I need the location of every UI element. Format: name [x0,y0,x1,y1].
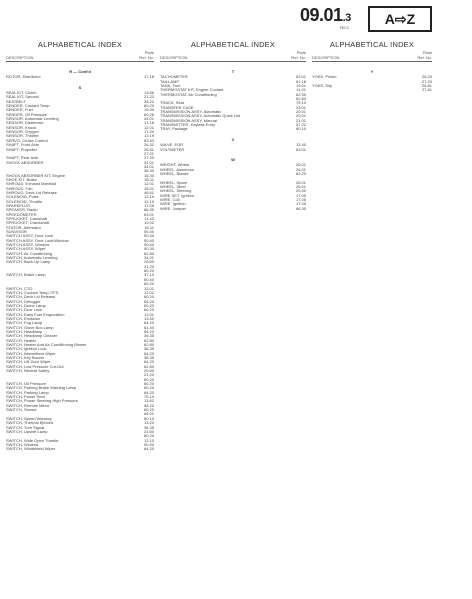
entry-description: THERMOSTAT KIT, Engine Coolant [160,88,224,93]
entry-ref: 17.18 [143,121,154,126]
entry-description: SWITCH ASSY, Door Lock/Window [6,238,69,243]
section-letter: Y [370,69,374,75]
entry-description: SWITCH, CTO [6,286,33,291]
column-header [312,51,432,62]
entry-ref: 60.20 [143,282,154,287]
entry-description: SWITCH, Brake Lamp [6,273,46,278]
entry-ref: 66.30 [143,208,154,213]
entry-description: THERMOSTAT, Air Conditioning [160,92,217,97]
index-rows [160,64,306,211]
entry-ref: 62.80 [143,342,154,347]
entry-ref: 34.01 [143,164,154,169]
entry-ref: 34.01 [143,117,154,122]
entry-description: SWITCH, Key Buzzer [6,356,45,360]
entry-ref: 75.10 [295,101,306,106]
entry-ref: 60.20 [143,382,154,387]
entry-ref: 15.30 [143,173,154,178]
entry-ref: 13.62 [143,399,154,404]
entry-ref: 26.81 [421,84,432,89]
entry-ref: 63.01 [143,212,154,217]
entry-ref: 62.83 [295,97,306,102]
entry-description: WEIGHT, Wheel [160,163,190,168]
entry-description: WHEEL, Aluminum [160,167,195,172]
entry-description: WIRE, Coil [160,197,180,202]
entry-description: YOKE, Pinion [312,75,337,80]
entry-description: STATOR, Alternator [6,225,41,230]
entry-description: TACHOMETER [160,75,188,80]
entry-description: YOKE, Slip [312,84,333,89]
entry-ref: 64.20 [143,447,154,452]
entry-ref: 11.43 [144,217,154,221]
entry-ref: 35.22 [143,99,154,104]
entry-description: SWITCH, Intermittent Wiper [6,351,56,356]
entry-description: TRACK, Seat [160,101,185,106]
entry-description: TRANSMISSION ASSY, Manual [160,118,217,123]
entry-ref: 62.80 [143,251,154,256]
entry-description: SWITCH, Remote Mirror [6,403,50,408]
entry-ref: 61.18 [295,79,306,84]
entry-ref: 26.01 [295,184,306,189]
entry-description: SWITCH, Low Pressure Cut-Out [6,364,64,369]
entry-description: SWITCH, Neutral Safety [6,369,50,374]
page-ref: FIG. 3 [340,25,349,30]
entry-description: SWITCH, Air Conditioning [6,251,53,256]
entry-ref: 26.81 [143,147,154,152]
entry-ref: 10.02 [143,221,154,226]
entry-ref: 27.01 [143,151,154,156]
entry-description: SWITCH ASSY, Wiper [6,247,46,252]
entry-description: ROTOR, Distributor [6,75,41,80]
column-title: ALPHABETICAL INDEX [329,40,415,49]
entry-ref: 58.20 [143,403,154,408]
description-header: DESCRIPTION [312,54,340,60]
entry-description: SPROCKET, Camshaft [6,217,47,221]
entry-description: TRANSMISSION ASSY, Automatic [160,110,222,115]
entry-description: SPEEDOMETER [6,212,37,217]
entry-description: SOLENOID, Throttle [6,199,43,204]
entry-description: WIRE SET, Ignition [160,193,195,198]
entry-ref: 64.20 [143,360,154,365]
entry-description: SWITCH, Emission [6,316,41,321]
index-rows [6,64,154,452]
entry-ref: 20.01 [295,114,306,119]
entry-description: SHOCK ABSORBER KIT, Engine [6,173,65,178]
entry-description: SWITCH, Speed Warning [6,416,52,421]
entry-ref: 60.20 [143,269,154,274]
entry-description: SWITCH, Parking Lamp [6,390,49,395]
entry-description: SWITCH, Defogger [6,299,41,304]
entry-description: SWITCH, Window [6,442,39,447]
entry-ref: 17.05 [295,193,306,198]
entry-description: SENSOR, Throttle [6,134,39,139]
entry-ref: 11.01 [296,88,306,93]
entry-description: SWITCH ASSY, Door Lock [6,234,54,239]
entry-ref: 62.20 [295,171,306,176]
entry-description: SWITCH, Sensor [6,408,37,413]
entry-ref: 50.40 [143,243,154,248]
entry-description: SWITCH, Lift Door Wiper [6,360,51,365]
entry-ref: 60.20 [143,386,154,391]
entry-description: SENSOR, Oxygen [6,130,39,135]
column-header [160,51,306,62]
entry-description: TRAY, Package [160,127,188,132]
entry-description: SHOCK ABSORBER [6,160,44,165]
entry-description: WIRE, Ignition [160,202,186,207]
entry-description: SHROUD, Deck Lid Release [6,190,57,195]
entry-ref: 64.20 [143,321,154,326]
entry-description: SWITCH, Deck Lid Release [6,295,56,300]
entry-ref: 36.35 [143,356,154,360]
entry-description: SWITCH, Automatic Leveling [6,256,58,261]
entry-description: WHEEL, Steering [160,189,192,194]
entry-description: SENDER, Oil Pressure [6,112,47,117]
entry-description: SENSOR, Distributor [6,121,44,126]
entry-ref: 60.20 [143,303,154,308]
entry-description: SERVO, Cruise Control [6,138,48,143]
index-entry [160,127,306,131]
entry-description: SEATBELT [6,99,26,104]
entry-description: SWITCH, Thermal Ejected [6,421,54,426]
entry-ref: 13.40 [143,316,154,321]
description-header: DESCRIPTION [6,54,34,60]
page-number-sub2: 3 [345,12,351,24]
entry-description: SEAL KIT, Clutch [6,91,37,96]
entry-ref: 59.40 [143,230,154,235]
entry-ref: 60.10 [295,127,306,132]
entry-ref: 26.20 [421,75,432,80]
entry-ref: 62.50 [295,92,306,97]
entry-ref: 26.01 [295,163,306,168]
entry-description: WIRE, Jumper [160,206,187,211]
entry-ref: 63.01 [295,75,306,80]
entry-ref: 21.23 [143,95,154,100]
entry-description: SEAL KIT, Sprockt [6,95,39,100]
entry-ref: 17.20 [143,130,154,135]
entry-ref: 63.43 [143,138,154,143]
entry-ref: 12.19 [143,199,154,204]
entry-ref: 60.20 [143,295,154,300]
entry-ref: 57.21 [295,123,306,128]
entry-ref: 12.01 [143,125,154,130]
entry-ref: 26.01 [295,180,306,185]
entry-ref: 16.11 [144,225,154,230]
entry-ref: 64.20 [143,351,154,356]
entry-ref: 27.20 [421,79,432,84]
entry-ref: 65.01 [143,412,154,417]
entry-ref: 19.30 [143,108,154,113]
entry-ref: 36.35 [143,425,154,430]
entry-description: SHAFT, Rear Axle [6,156,39,161]
entry-description: TAILLAMP [160,79,180,84]
entry-description: TRANSFER CASE [160,105,194,110]
entry-description: SWITCH, Headlamp [6,329,43,334]
index-column-3 [312,40,432,93]
page-header [0,0,472,40]
index-rows [312,64,432,93]
section-letter: W [231,157,235,163]
entry-ref: 63.01 [295,147,306,152]
section-letter: T [231,69,235,75]
alphabetical-badge: A⇨Z [368,6,432,32]
index-entry [160,172,306,176]
entry-ref: 34.01 [143,256,154,261]
entry-ref: 50.40 [143,238,154,243]
index-column-2 [160,40,306,211]
entry-ref: 19.01 [295,84,306,89]
entry-ref: 13.86 [143,91,154,96]
entry-ref: 62.80 [143,338,154,343]
entry-ref: 64.20 [143,329,154,334]
entry-description: SWITCH, Wide Open Throttle [6,438,59,443]
entry-description: TRANSMITTER, Keyless Entry [160,123,216,128]
entry-description: WHEEL, Steel [160,184,186,189]
entry-description: SENDER, Fuel [6,108,33,113]
entry-ref: 13.40 [295,143,306,148]
entry-description: VOLTMETER [160,147,185,152]
entry-description: SHROUD, Exhaust Manifold [6,182,57,187]
entry-ref: 27.81 [421,88,432,93]
section-letter: V [231,137,235,143]
entry-description: VALVE, EGR [160,143,184,148]
entry-ref: 26.01 [295,167,306,172]
entry-description: SWITCH, Back-Up Lamp [6,260,51,265]
entry-ref: 12.01 [143,290,154,295]
section-letter: S [78,85,82,91]
index-column-1 [6,40,154,452]
entry-description [312,88,416,92]
entry-ref: 60.29 [143,104,154,109]
index-entry [6,447,154,451]
entry-ref: 27.30 [143,156,154,161]
ref-header: Plate Ref. No. [139,50,154,60]
entry-ref: 46.61 [143,190,154,195]
entry-ref: 62.80 [143,364,154,369]
entry-description: SHROUD, Fan [6,186,33,191]
entry-description: TANK, Fuel [160,84,181,89]
entry-description: SPARKPLUG [6,203,31,208]
page-number: 09.01.3 FIG. 3 [300,5,351,30]
entry-ref: 12.19 [143,195,154,200]
entry-ref: 64.20 [143,390,154,395]
entry-ref: 17.05 [143,203,154,208]
entry-ref: 12.01 [143,182,154,187]
page-number-sub: 01 [323,5,343,25]
entry-ref: 21.01 [295,118,306,123]
ref-header: Plate Ref. No. [417,50,432,60]
index-entry [6,75,154,79]
entry-description: SHOE KIT, Brake [6,177,37,182]
entry-ref: 61.40 [143,325,154,330]
index-entry [312,88,432,92]
entry-ref: 35.11 [144,177,154,182]
entry-ref: 17.05 [295,197,306,202]
entry-description: SWITCH, Turn Signal [6,425,45,430]
entry-description: SENSOR, Automatic Leveling [6,117,59,122]
entry-ref: 64.20 [143,299,154,304]
description-header: DESCRIPTION [160,54,188,60]
entry-ref: 60.20 [143,434,154,439]
entry-description: SWITCH, Early Fuel Evaporation [6,312,65,317]
entry-ref: 60.20 [143,408,154,413]
index-entry [160,148,306,152]
entry-ref: 15.01 [143,186,154,191]
entry-description: WHEEL, Blower [160,171,189,176]
entry-ref: 36.30 [143,169,154,174]
entry-description: SWITCH, Dome Lamp [6,303,46,308]
entry-ref: 60.20 [143,377,154,382]
entry-description: SPEAKER, Radio [6,208,38,213]
entry-description: SWITCH, Parking Brake Warning Lamp [6,386,77,391]
entry-ref: 12.01 [143,286,154,291]
entry-description: SWITCH, Door Lock [6,308,43,313]
entry-ref: 20.60 [143,260,154,265]
entry-description: SHAFT, Front Axle [6,143,39,148]
entry-ref: 17.05 [295,202,306,207]
entry-description: SWITCH, Fog Lamp [6,321,43,326]
index-entry [160,207,306,211]
entry-description: SWITCH ASSY, Window [6,243,50,248]
entry-ref: 13.20 [143,421,154,426]
entry-ref: 60.40 [143,277,154,282]
entry-ref: 60.26 [143,112,154,117]
entry-description: SENDER, Coolant Temp. [6,104,51,109]
entry-description: SOLENOID, Pulse [6,195,39,200]
entry-description: SWITCH, Headlamp Cleaner [6,334,58,339]
entry-ref: 12.01 [143,312,154,317]
entry-ref: 32.01 [143,160,154,165]
entry-description: SWITCH, Heater [6,338,37,343]
entry-ref: 66.30 [295,206,306,211]
entry-description: SWITCH, Heater And Air Conditioning Blower [6,342,87,347]
section-letter: R — Cont'd [69,69,91,75]
entry-ref: 50.30 [143,247,154,252]
entry-description: SWITCH, Oil Pressure [6,382,47,387]
entry-description: SWITCH, Power Steering High Pressure [6,399,78,404]
entry-ref: 20.01 [295,110,306,115]
entry-ref: 12.10 [143,438,154,443]
entry-ref: 23.01 [295,105,306,110]
column-title: ALPHABETICAL INDEX [37,40,123,49]
entry-ref: 36.35 [143,334,154,339]
entry-ref: 75.10 [143,395,154,400]
entry-description: SWITCH, Power Seat [6,395,45,400]
entry-description: SUNVISOR [6,230,27,235]
entry-ref: 37.10 [143,273,154,278]
entry-description: SWITCH, Ignition Lock [6,347,47,352]
entry-description: SWITCH, Upshift Lamp [6,429,48,434]
entry-ref: 60.10 [143,416,154,421]
entry-description: SPROCKET, Crankshaft [6,221,50,226]
entry-ref: 26.32 [143,143,154,148]
entry-description: TRANSMISSION ASSY, Automatic Quick List [160,114,240,119]
entry-description: SWITCH, Windshield Wiper [6,447,56,452]
entry-description: SENSOR, Knock [6,125,37,130]
entry-description: SWITCH, Glove Box Lamp [6,325,54,330]
entry-ref: 21.20 [143,264,154,269]
entry-ref: 60.20 [143,308,154,313]
page-number-main: 09 [300,5,320,25]
entry-description: SHAFT, Propeller [6,147,37,152]
entry-ref: 50.40 [143,234,154,239]
entry-ref: 20.60 [143,369,154,374]
ref-header: Plate Ref. No. [291,50,306,60]
column-title: ALPHABETICAL INDEX [190,40,276,49]
entry-ref: 21.20 [143,373,154,378]
entry-ref: 12.19 [143,134,154,139]
column-header [6,51,154,62]
entry-description: SWITCH, Coolant Temp./TFS [6,290,59,295]
entry-ref: 21.60 [143,429,154,434]
entry-ref: 17.18 [143,75,154,80]
entry-ref: 29.40 [295,189,306,194]
entry-ref: 36.35 [143,347,154,352]
entry-description: WHEEL, Spare [160,180,188,185]
entry-ref: 50.40 [143,442,154,447]
